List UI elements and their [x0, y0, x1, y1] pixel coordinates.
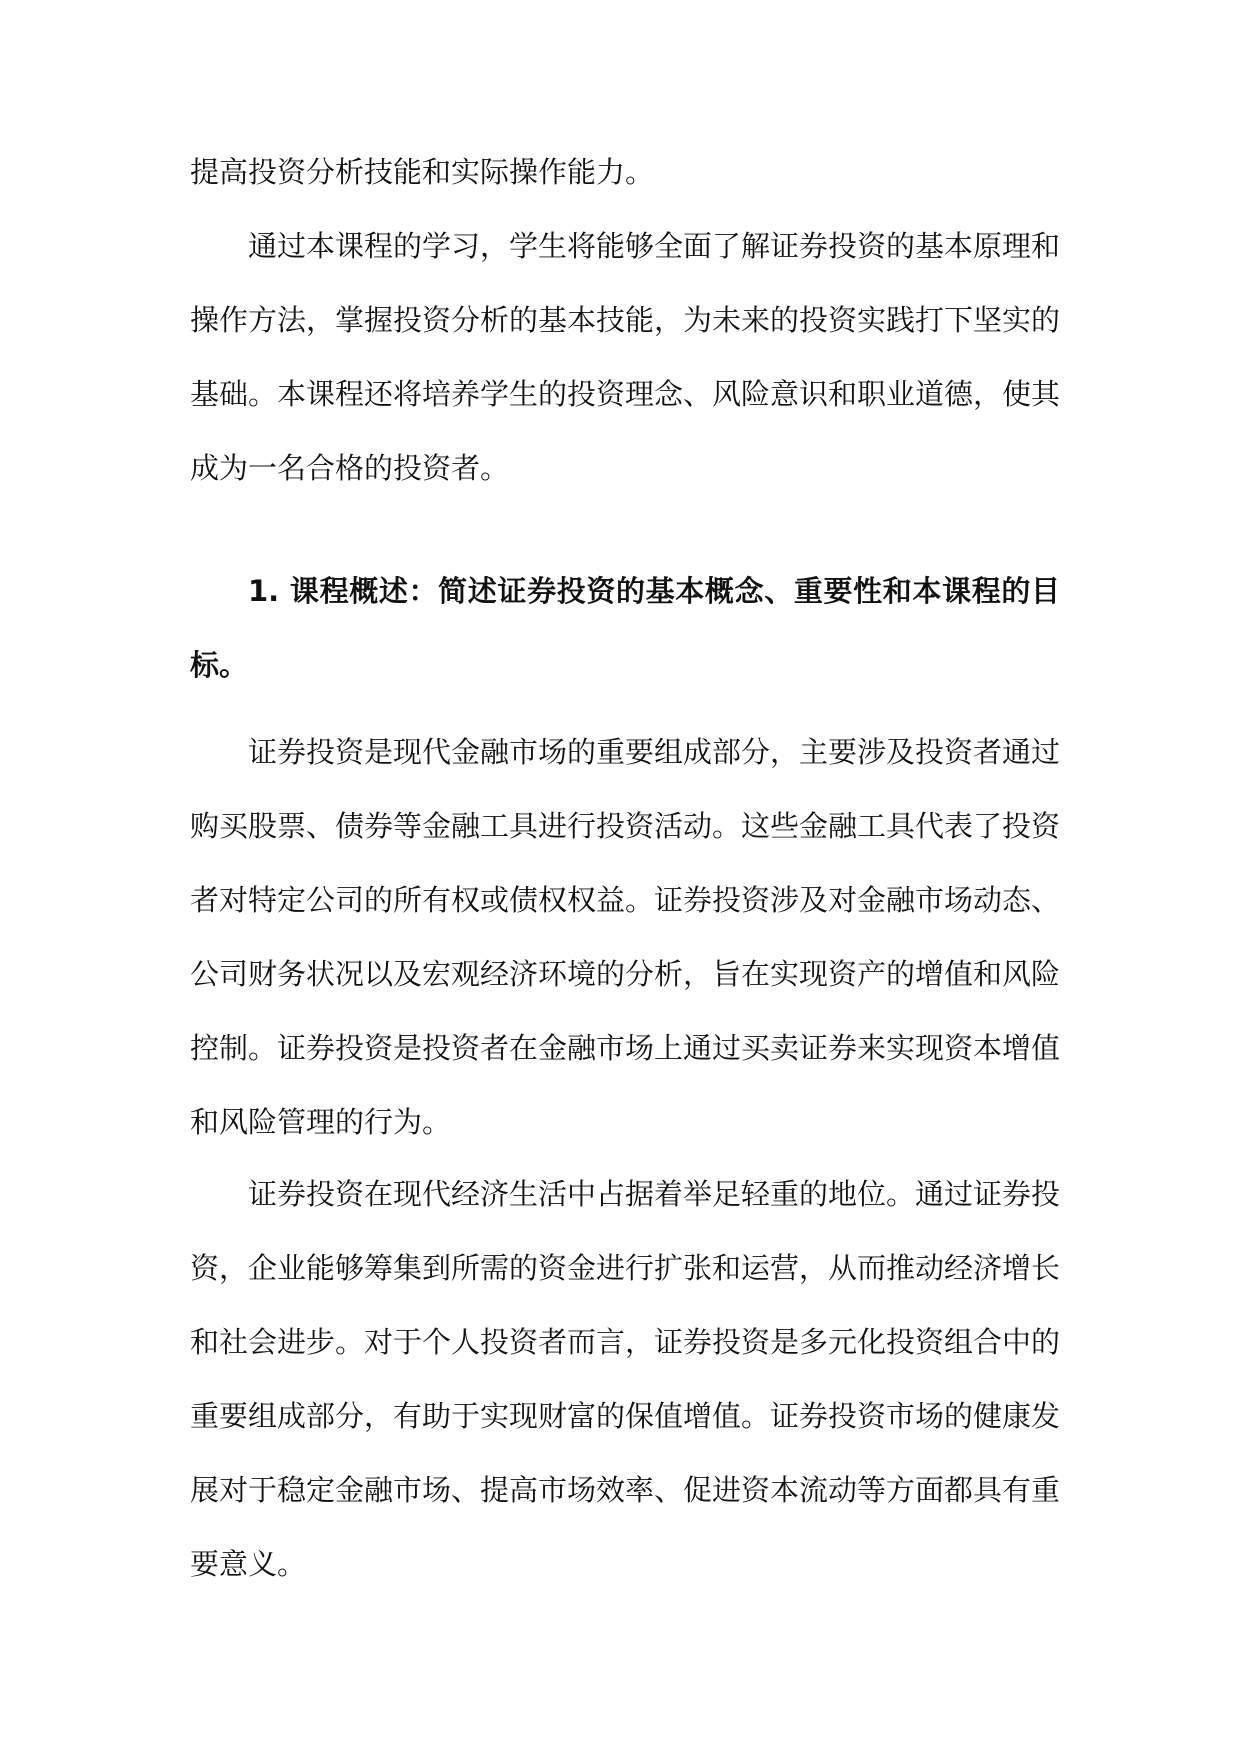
paragraph-securities-investment-importance: 证券投资在现代经济生活中占据着举足轻重的地位。通过证券投资，企业能够筹集到所需的资金进行扩张和运营，从而推动经济增长和社会进步。对于个人投资者而言，证券投资是多元化投资组合中的重要组成部分，有助于实现财富的保值增值。证券投资市场的健康发展对于稳定金融市场、提高市场效率、促进资本流动等方面都具有重要意义。 — [190, 1177, 1061, 1581]
section-heading-course-overview: 1. 课程概述：简述证券投资的基本概念、重要性和本课程的目标。 — [190, 574, 1060, 682]
paragraph-securities-investment-definition: 证券投资是现代金融市场的重要组成部分，主要涉及投资者通过购买股票、债券等金融工具进行投资活动。这些金融工具代表了投资者对特定公司的所有权或债权权益。证券投资涉及对金融市场动态、公司财务状况以及宏观经济环境的分析，旨在实现资产的增值和风险控制。证券投资是投资者在金融市场上通过买卖证券来实现资本增值和风险管理的行为。 — [190, 735, 1061, 1139]
paragraph-course-learning-outcome: 通过本课程的学习，学生将能够全面了解证券投资的基本原理和操作方法，掌握投资分析的基本技能，为未来的投资实践打下坚实的基础。本课程还将培养学生的投资理念、风险意识和职业道德，使其成为一名合格的投资者。 — [190, 229, 1061, 485]
paragraph-continuation: 提高投资分析技能和实际操作能力。 — [190, 155, 655, 189]
